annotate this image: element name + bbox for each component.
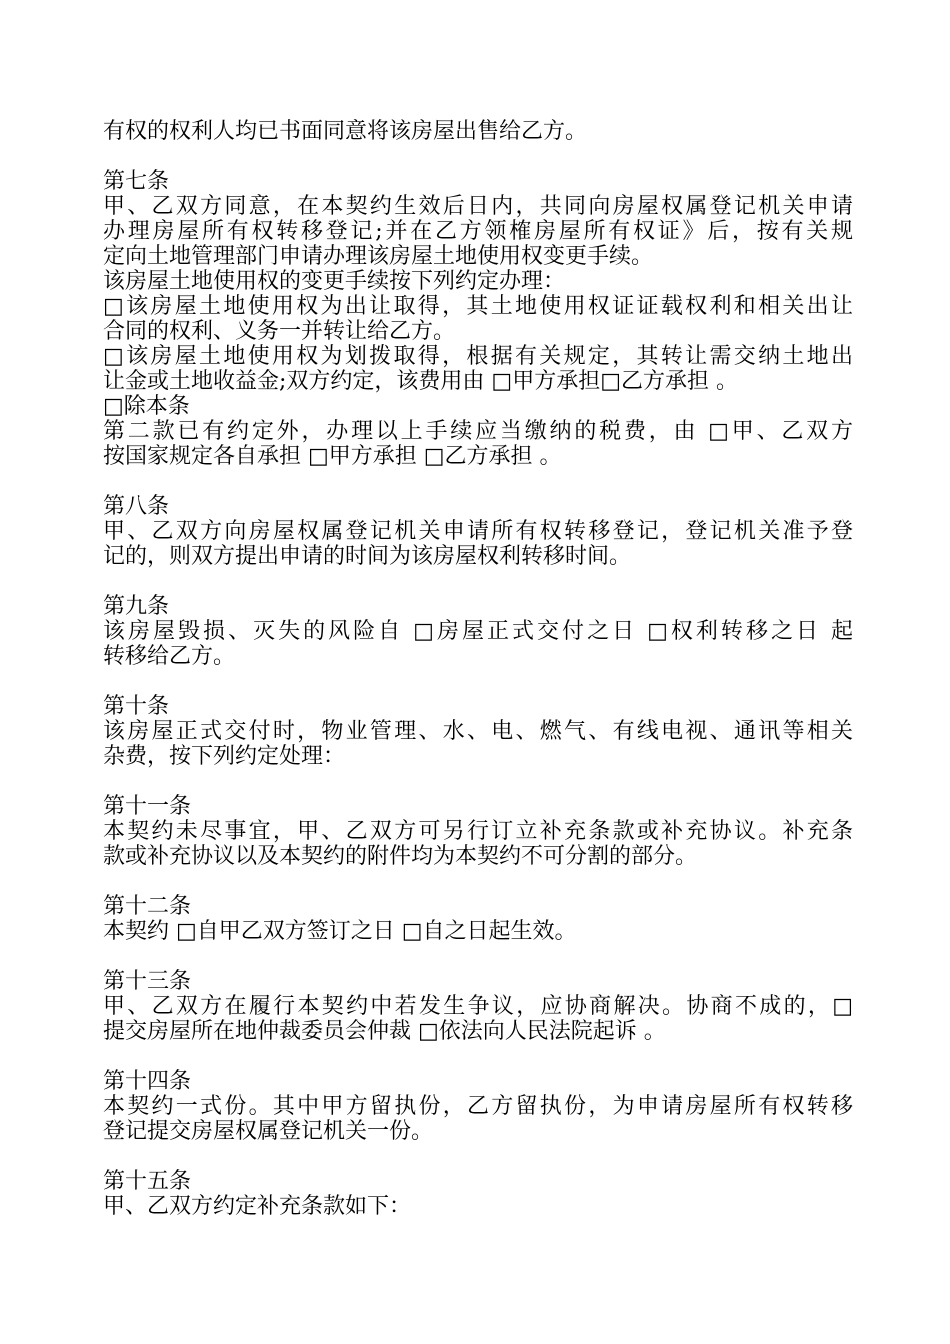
article-11-line-2: 款或补充协议以及本契约的附件均为本契约不可分割的部分。 [103, 844, 698, 869]
article-15-line-1: 甲、乙双方约定补充条款如下： [103, 1194, 412, 1219]
article-10-line-1: 该房屋正式交付时，物业管理、水、电、燃气、有线电视、通讯等相关 [103, 719, 853, 744]
paragraph-gap [103, 469, 853, 494]
article-13-line-2: 提交房屋所在地仲裁委员会仲裁 □依法向人民法院起诉 。 [103, 1019, 666, 1044]
paragraph-gap [103, 769, 853, 794]
article-12-line-1: 本契约 □自甲乙双方签订之日 □自之日起生效。 [103, 919, 577, 944]
paragraph-gap [103, 1044, 853, 1069]
article-13-line-1: 甲、乙双方在履行本契约中若发生争议，应协商解决。协商不成的，□ [103, 994, 853, 1019]
paragraph-gap [103, 944, 853, 969]
article-14-line-1: 本契约一式份。其中甲方留执份，乙方留执份，为申请房屋所有权转移 [103, 1094, 853, 1119]
paragraph-gap [103, 669, 853, 694]
article-7-line-1: 甲、乙双方同意，在本契约生效后日内，共同向房屋权属登记机关申请 [103, 194, 853, 219]
article-7-line-11: 按国家规定各自承担 □甲方承担 □乙方承担 。 [103, 444, 562, 469]
paragraph-gap [103, 869, 853, 894]
article-7-line-5: □该房屋土地使用权为出让取得，其土地使用权证证载权利和相关出让 [103, 294, 853, 319]
article-7-line-10: 第二款已有约定外，办理以上手续应当缴纳的税费，由 □甲、乙双方 [103, 419, 853, 444]
article-14-line-2: 登记提交房屋权属登记机关一份。 [103, 1119, 434, 1144]
intro-line: 有权的权利人均已书面同意将该房屋出售给乙方。 [103, 119, 588, 144]
paragraph-gap [103, 144, 853, 169]
article-7-line-3: 定向土地管理部门申请办理该房屋土地使用权变更手续。 [103, 244, 654, 269]
article-11-line-1: 本契约未尽事宜，甲、乙双方可另行订立补充条款或补充协议。补充条 [103, 819, 853, 844]
paragraph-gap [103, 1144, 853, 1169]
article-10-heading: 第十条 [103, 694, 170, 719]
article-10-line-2: 杂费，按下列约定处理： [103, 744, 346, 769]
article-8-line-1: 甲、乙双方向房屋权属登记机关申请所有权转移登记，登记机关准予登 [103, 519, 853, 544]
article-14-heading: 第十四条 [103, 1069, 192, 1094]
article-9-line-2: 转移给乙方。 [103, 644, 236, 669]
article-7-heading: 第七条 [103, 169, 170, 194]
article-8-heading: 第八条 [103, 494, 170, 519]
article-15-heading: 第十五条 [103, 1169, 192, 1194]
article-8-line-2: 记的，则双方提出申请的时间为该房屋权利转移时间。 [103, 544, 632, 569]
article-9-line-1: 该房屋毁损、灭失的风险自 □房屋正式交付之日 □权利转移之日 起 [103, 619, 853, 644]
article-12-heading: 第十二条 [103, 894, 192, 919]
article-7-line-2: 办理房屋所有权转移登记;并在乙方领榷房屋所有权证》后，按有关规 [103, 219, 853, 244]
document-page [103, 119, 853, 1219]
article-7-line-8: 让金或土地收益金;双方约定，该费用由 □甲方承担□乙方承担 。 [103, 369, 738, 394]
article-7-line-4: 该房屋土地使用权的变更手续按下列约定办理： [103, 269, 566, 294]
article-9-heading: 第九条 [103, 594, 170, 619]
paragraph-gap [103, 569, 853, 594]
article-7-line-9: □除本条 [103, 394, 190, 419]
article-13-heading: 第十三条 [103, 969, 192, 994]
article-7-line-7: □该房屋土地使用权为划拨取得，根据有关规定，其转让需交纳土地出 [103, 344, 853, 369]
article-7-line-6: 合同的权利、义务一并转让给乙方。 [103, 319, 456, 344]
article-11-heading: 第十一条 [103, 794, 192, 819]
